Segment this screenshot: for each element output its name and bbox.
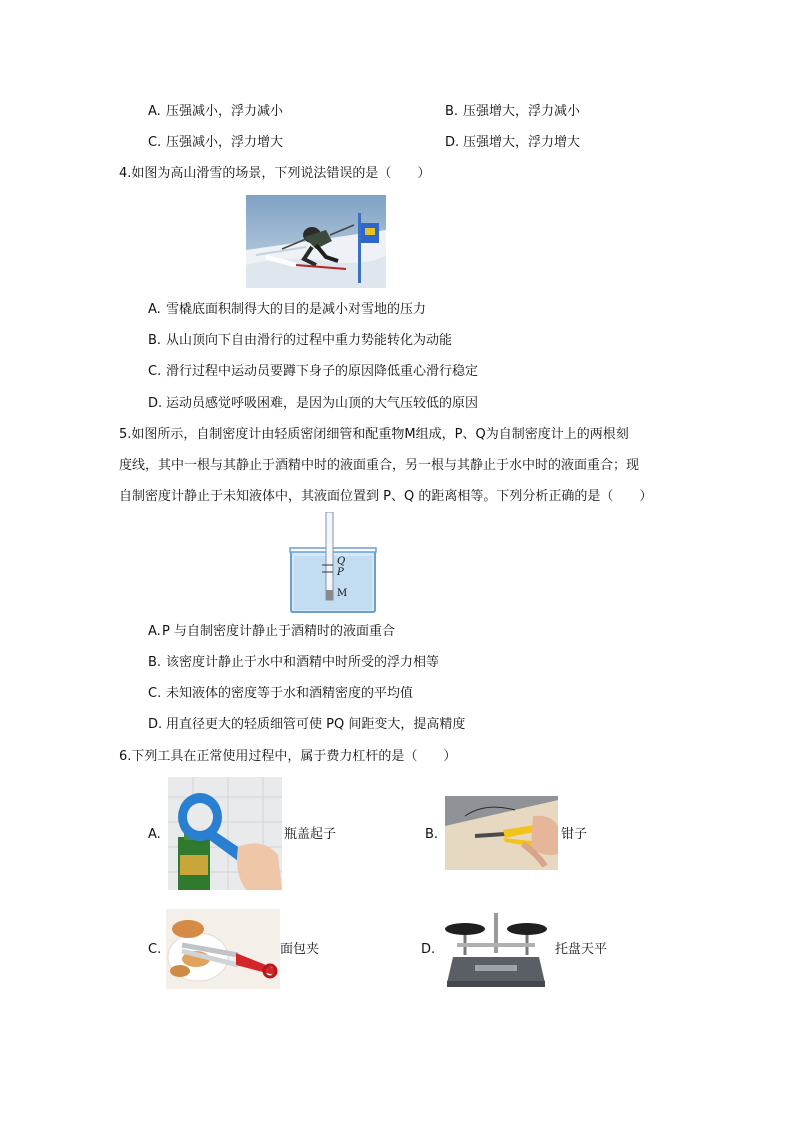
q5-stem-line-3: 自制密度计静止于未知液体中，其液面位置到 P、Q 的距离相等。下列分析正确的是（ ） xyxy=(119,489,653,504)
q6-stem: 6.下列工具在正常使用过程中，属于费力杠杆的是（ ） xyxy=(119,749,457,764)
pliers-photo xyxy=(445,796,558,870)
q3-option-b-text: 压强增大，浮力减小 xyxy=(463,104,581,119)
q-mark-label: Q xyxy=(337,556,346,567)
q4-option-b-text: 从山顶向下自由滑行的过程中重力势能转化为动能 xyxy=(166,333,453,348)
q5-option-c-letter: C. xyxy=(148,686,162,701)
q4-option-a-text: 雪橇底面积制得大的目的是减小对雪地的压力 xyxy=(166,302,427,317)
q3-option-d-text: 压强增大，浮力增大 xyxy=(463,135,581,150)
q5-option-a-text: P 与自制密度计静止于酒精时的液面重合 xyxy=(162,624,395,639)
q5-option-c-text: 未知液体的密度等于水和酒精密度的平均值 xyxy=(166,686,414,701)
q6-option-d-letter: D. xyxy=(421,942,436,957)
q3-option-d-letter: D. xyxy=(445,135,460,150)
p-mark-label: P xyxy=(337,567,344,578)
q5-stem-line-1: 5.如图所示，自制密度计由轻质密闭细管和配重物M组成，P、Q为自制密度计上的两根刻 xyxy=(119,427,629,442)
bottle-opener-photo xyxy=(168,777,282,890)
q6-option-c-letter: C. xyxy=(148,942,162,957)
q5-option-b-text: 该密度计静止于水中和酒精中时所受的浮力相等 xyxy=(166,655,440,670)
bread-tongs-photo xyxy=(166,909,280,989)
q5-option-b-letter: B. xyxy=(148,655,162,670)
q4-option-c-letter: C. xyxy=(148,364,162,379)
q3-option-b-letter: B. xyxy=(445,104,459,119)
balance-image xyxy=(441,909,552,989)
q4-option-d-text: 运动员感觉呼吸困难，是因为山顶的大气压较低的原因 xyxy=(166,396,479,411)
pliers-image xyxy=(445,796,558,870)
m-weight-label: M xyxy=(337,588,348,599)
q4-option-d-letter: D. xyxy=(148,396,163,411)
q4-stem: 4.如图为高山滑雪的场景，下列说法错误的是（ ） xyxy=(119,166,431,181)
q6-option-a-letter: A. xyxy=(148,827,161,842)
q3-option-c-text: 压强减小，浮力增大 xyxy=(166,135,284,150)
q4-option-c-text: 滑行过程中运动员要蹲下身子的原因降低重心滑行稳定 xyxy=(166,364,479,379)
ski-photo xyxy=(246,195,386,288)
q6-option-b-text: 钳子 xyxy=(561,827,588,842)
q3-option-a-letter: A. xyxy=(148,104,161,119)
q4-option-b-letter: B. xyxy=(148,333,162,348)
q5-option-d-letter: D. xyxy=(148,717,163,732)
skier-image xyxy=(246,195,386,288)
q3-option-a-text: 压强减小，浮力减小 xyxy=(166,104,284,119)
q6-option-a-text: 瓶盖起子 xyxy=(284,827,337,842)
q5-option-d-text: 用直径更大的轻质细管可使 PQ 间距变大，提高精度 xyxy=(166,717,466,732)
q5-option-a-letter: A. xyxy=(148,624,161,639)
q5-stem-line-2: 度线，其中一根与其静止于酒精中时的液面重合，另一根与其静止于水中时的液面重合；现 xyxy=(119,458,640,473)
bottle-opener-image xyxy=(168,777,282,890)
q4-option-a-letter: A. xyxy=(148,302,161,317)
bread-tongs-image xyxy=(166,909,280,989)
q3-option-c-letter: C. xyxy=(148,135,162,150)
q6-option-c-text: 面包夹 xyxy=(280,942,320,957)
q6-option-b-letter: B. xyxy=(425,827,439,842)
q6-option-d-text: 托盘天平 xyxy=(555,942,608,957)
balance-photo xyxy=(441,909,552,989)
beaker-diagram xyxy=(288,512,378,614)
density-meter-figure xyxy=(288,512,378,614)
